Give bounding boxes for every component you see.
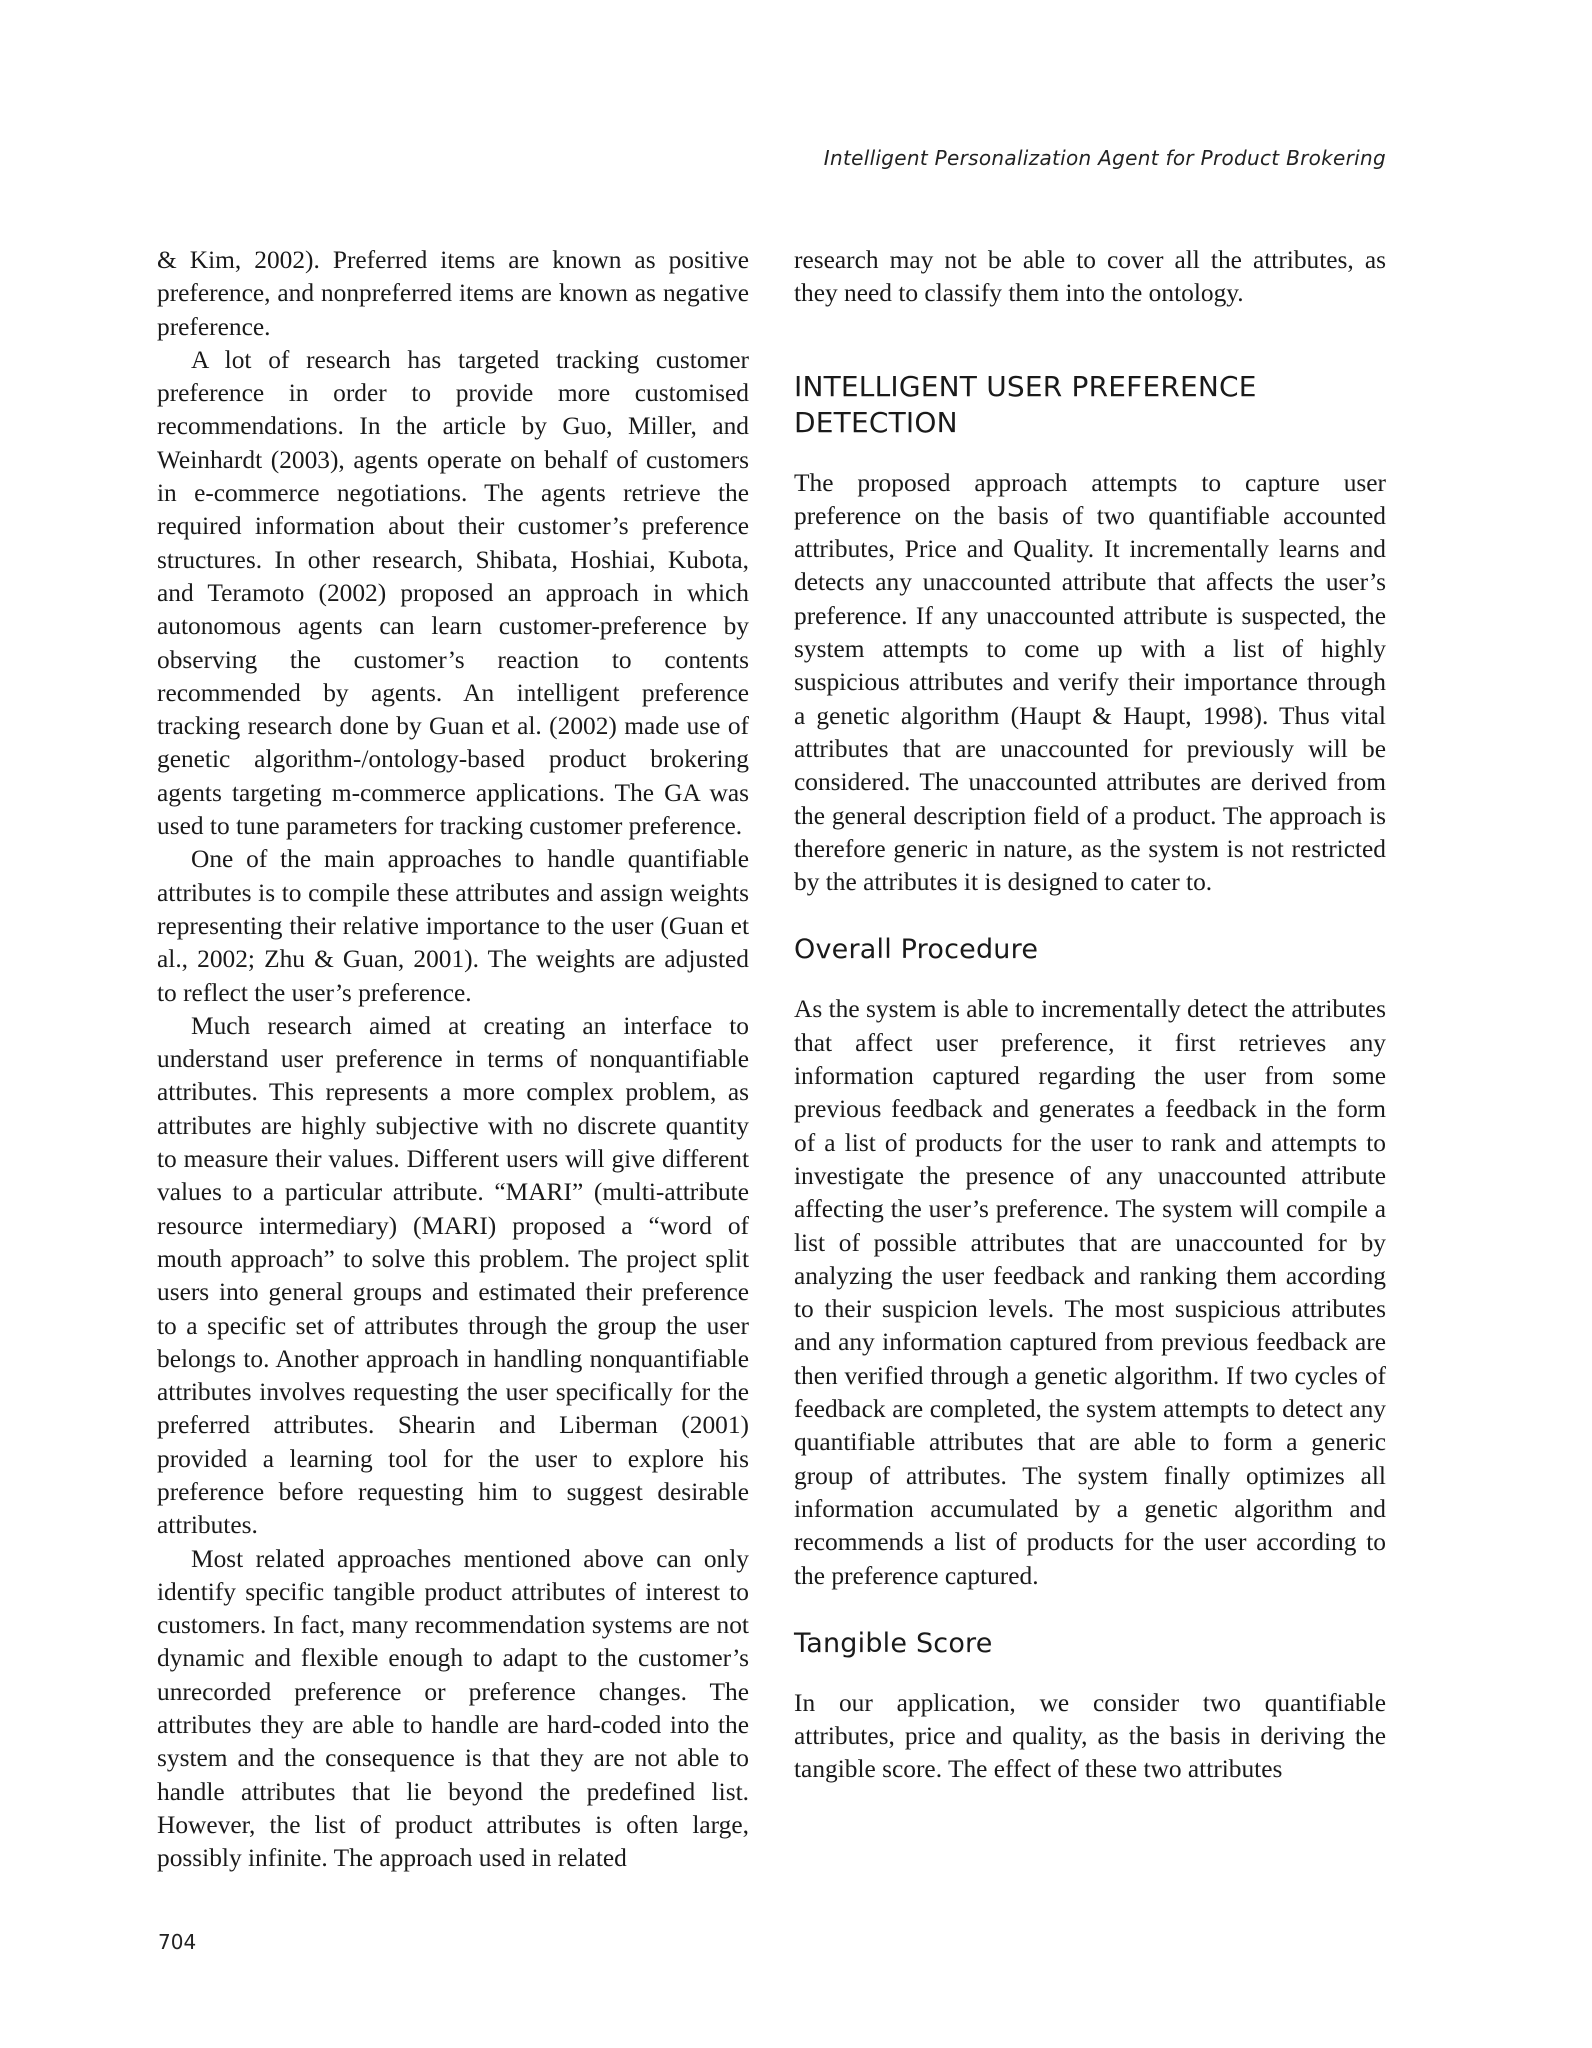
page-number: 704 <box>158 1930 197 1954</box>
paragraph-continuation: & Kim, 2002). Preferred items are known as positive preference, and nonpreferred items are known as negative preference. <box>157 246 749 341</box>
paragraph-proposed-approach: The proposed approach attempts to capture user preference on the basis of two quantifiable accounted attributes, Price and Quality. It incrementally learns and detects any unaccounted attribute that affects the user’s preference. If any unaccounted attribute is suspected, the system attempts to come up with a list of highly suspicious attributes and verify their importance through a genetic algorithm (Haupt & Haupt, 1998). Thus vital attributes that are unaccounted for previously will be considered. The unaccounted attributes are derived from the general description field of a product. The approach is therefore generic in nature, as the system is not restricted by the attributes it is designed to cater to. <box>794 468 1386 897</box>
subsection-heading-tangible-score: Tangible Score <box>794 1627 993 1659</box>
paragraph-preference-tracking: A lot of research has targeted tracking customer preference in order to provide more customised recommendations. In the article by Guo, Miller, and Weinhardt (2003), agents operate on behalf of customers in e-commerce negotiations. The agents retrieve the required information about their customer’s preference structures. In other research, Shibata, Hoshiai, Kubota, and Teramoto (2002) proposed an approach in which autonomous agents can learn customer-preference by observing the customer’s reaction to contents recommended by agents. An intelligent preference tracking research done by Guan et al. (2002) made use of genetic algorithm-/ontology-based product brokering agents targeting m-commerce applications. The GA was used to tune parameters for tracking customer preference. <box>157 345 749 841</box>
section-heading: INTELLIGENT USER PREFERENCE DETECTION <box>794 369 1257 439</box>
subsection-heading-overall-procedure: Overall Procedure <box>794 934 1039 966</box>
paragraph-tangible-score: In our application, we consider two quantifiable attributes, price and quality, as the basis in deriving the tangible score. The effect of these two attributes <box>794 1688 1386 1784</box>
right-column <box>794 244 1386 1787</box>
running-header-title: Intelligent Personalization Agent for Product Brokering <box>823 146 1386 170</box>
paragraph-overall-procedure: As the system is able to incrementally detect the attributes that affect user preference, it first retrieves any information captured regarding the user from some previous feedback and generates a feedback in the form of a list of products for the user to rank and attempts to investigate the presence of any unaccounted attribute affecting the user’s preference. The system will compile a list of possible attributes that are unaccounted for by analyzing the user feedback and ranking them according to their suspicion levels. The most suspicious attributes and any information captured from previous feedback are then verified through a genetic algorithm. If two cycles of feedback are completed, the system attempts to detect any quantifiable attributes that are able to form a generic group of attributes. The system finally optimizes all information accumulated by a genetic algorithm and recommends a list of products for the user according to the preference captured. <box>794 995 1386 1590</box>
paragraph-continuation-right: research may not be able to cover all the attributes, as they need to classify them into the ontology. <box>794 246 1386 308</box>
left-column <box>157 244 749 1876</box>
paragraph-related-approaches: Most related approaches mentioned above can only identify specific tangible product attributes of interest to customers. In fact, many recommendation systems are not dynamic and flexible enough to adapt to the customer’s unrecorded preference or preference changes. The attributes they are able to handle are hard-coded into the system and the consequence is that they are not able to handle attributes that lie beyond the predefined list. However, the list of product attributes is often large, possibly infinite. The approach used in related <box>157 1544 749 1873</box>
paragraph-nonquantifiable-attributes: Much research aimed at creating an interface to understand user preference in terms of nonquantifiable attributes. This represents a more complex problem, as attributes are highly subjective with no discrete quantity to measure their values. Different users will give different values to a particular attribute. “MARI” (multi-attribute resource intermediary) (MARI) proposed a “word of mouth approach” to solve this problem. The project split users into general groups and estimated their preference to a specific set of attributes through the group the user belongs to. Another approach in handling nonquantifiable attributes involves requesting the user specifically for the preferred attributes. Shearin and Liberman (2001) provided a learning tool for the user to explore his preference before requesting him to suggest desirable attributes. <box>157 1011 749 1540</box>
paragraph-quantifiable-attributes: One of the main approaches to handle quantifiable attributes is to compile these attributes and assign weights representing their relative importance to the user (Guan et al., 2002; Zhu & Guan, 2001). The weights are adjusted to reflect the user’s preference. <box>157 845 749 1007</box>
